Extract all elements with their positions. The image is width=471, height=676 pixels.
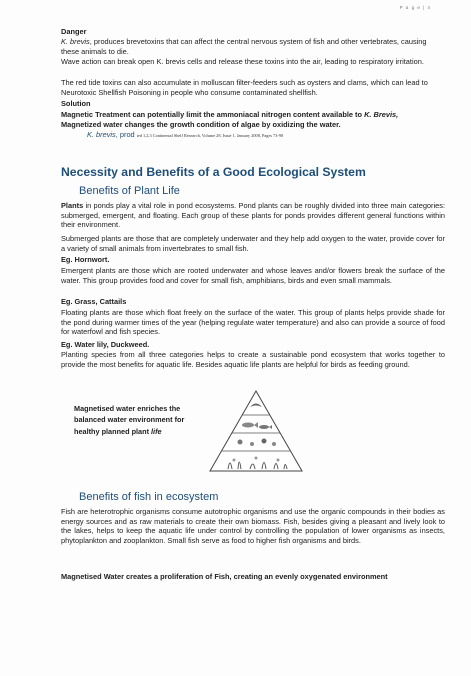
fish-closing-statement: Magnetised Water creates a proliferation of Fish, creating an evenly oxygenated environment [61,572,388,581]
solution-line-1-text: Magnetic Treatment can potentially limit the ammoniacal nitrogen content available to [61,110,365,119]
danger-paragraph-1 [61,37,445,56]
danger-heading: Danger [61,27,87,36]
credit-text: , prod [115,130,135,139]
danger-paragraph-3: The red tide toxins can also accumulate in molluscan filter-feeders such as oysters and clams, which can lead to Neurotoxic Shellfish Poisoning in people who consume contaminated shellfish. [61,78,428,97]
solution-species: K. Brevis, [364,110,399,119]
plants-intro-lead: Plants [61,201,84,210]
plant-callout [74,403,186,437]
image-credit [87,130,471,141]
example-hornwort: Eg. Hornwort. [61,255,110,264]
planting-paragraph: Planting species from all three categories helps to create a sustainable pond ecosystem that works together to provide the most benefits for aquatic life. Besides aquatic life plants are helpful for birds as feeding ground. [61,350,445,369]
danger-paragraph-2: Wave action can break open K. brevis cells and release these toxins into the air, leading to respiratory irritation. [61,57,424,66]
example-grass: Eg. Grass, Cattails [61,297,127,306]
fish-icon [242,423,254,428]
fish-paragraph: Fish are heterotrophic organisms consume autotrophic organisms and use the organic compounds in their bodies as energy sources and as raw materials to create their own biomass. Fish, besides giving a pleasant and lively look to the lakes, helps to keep the aquatic life under control by controlling the population of lower organisms as insects, phytoplankton and zooplankton. Small fish serve as food to higher fish organisms and birds. [61,507,445,545]
plant-callout-text: Magnetised water enriches the balanced water environment for healthy planned plant [74,404,185,436]
species-name: K. brevis [61,37,90,46]
example-water-lily: Eg. Water lily, Duckweed. [61,340,150,349]
danger-paragraph-1-text: , produces brevetoxins that can affect the central nervous system of fish and other vertebrates, causing these animals to die. [61,37,427,56]
solution-heading: Solution [61,99,91,108]
emergent-paragraph: Emergent plants are those which are rooted underwater and whose leaves and/or flowers break the surface of the water. This group provides food and cover for small fish, amphibians, birds and even small mammals. [61,266,445,285]
plant-callout-italic: life [151,426,162,436]
submerged-paragraph: Submerged plants are those that are completely underwater and they help add oxygen to the water, provide cover for a variety of small animals from invertebrates to small fish. [61,234,445,253]
ecological-pyramid-image [208,389,304,473]
credit-species: K. brevis [87,130,116,139]
solution-line-1 [61,110,445,120]
plants-subheading: Benefits of Plant Life [79,185,180,197]
page-number: P a g e | 4 [399,5,431,10]
plants-intro-text: in ponds play a vital role in pond ecosystems. Pond plants can be roughly divided into three main categories: submerged, emergent, and floating. Each group of these plants for ponds provides different general functions within their environment. [61,201,445,230]
floating-paragraph: Floating plants are those which float freely on the surface of the water. This group of plants helps provide shade for the pond during warmer times of the year (helping regulate water temperature) and also can provide a source of food for waterfowl and fish species. [61,308,445,337]
citation: ted 1,2,3 Continental Shelf Research, Volume 28, Issue 1, January 2008, Pages 73-98 [136,133,284,138]
fish-subheading: Benefits of fish in ecosystem [79,491,219,503]
plants-intro [61,201,445,230]
solution-line-2: Magnetized water changes the growth condition of algae by oxidizing the water. [61,120,341,129]
section-title: Necessity and Benefits of a Good Ecological System [61,165,366,179]
insect-icon [238,440,243,445]
